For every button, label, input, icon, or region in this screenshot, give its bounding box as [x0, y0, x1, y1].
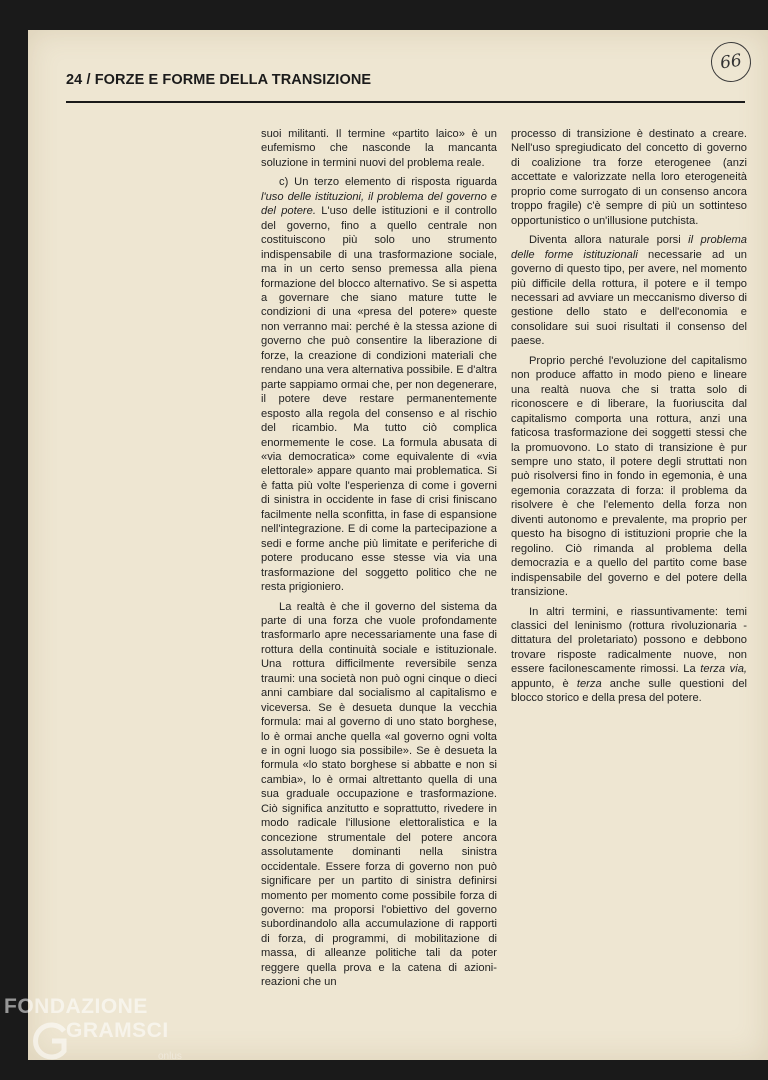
body-paragraph: Diventa allora naturale porsi il problema delle forme istituzionali necessarie ad un governo di questo tipo, per avere, nel momento più difficile della rottura, il potere e il tempo necessari ad avviare un meccanismo diverso di gestione dello stato e dell'economia e consolidare sui suoi risultati il consenso del paese.: [511, 234, 747, 348]
watermark-logo-icon: [30, 1021, 70, 1061]
running-header: [66, 72, 746, 94]
fondazione-gramsci-watermark: [4, 995, 194, 1075]
left-text-column: [261, 127, 497, 995]
watermark-line-2: GRAMSCI: [66, 1019, 169, 1042]
page-title: 24 / FORZE E FORME DELLA TRANSIZIONE: [66, 72, 372, 88]
handwritten-page-number: 66: [708, 39, 753, 84]
header-rule: [66, 101, 745, 103]
watermark-line-1: FONDAZIONE: [4, 995, 148, 1018]
right-text-column: [511, 127, 747, 711]
body-paragraph: Proprio perché l'evoluzione del capitalismo non produce affatto in modo pieno e lineare una realtà nuova che si tratta solo di riconoscere e di liberare, la fuoriuscita dal capitalismo comporta una rottura, anzi una faticosa trasformazione dei soggetti stessi che la promuovono. Lo stato di transizione è pur sempre uno stato, il potere degli struttati non può risolversi fino in fondo in egemonia, è una egemonia corazzata di forza: il problema da risolvere è che l'elemento della forza non diventi autonomo e prevalente, ma proprio per questo ha bisogno di istituzioni proprie che la regolino. Ciò rimanda al problema della democrazia e a quello del partito come base indispensabile del governo e del potere della transizione.: [511, 354, 747, 599]
body-paragraph: c) Un terzo elemento di risposta riguarda l'uso delle istituzioni, il problema del governo e del potere. L'uso delle istituzioni e il controllo del governo, fino a quello centrale non costituiscono più solo uno strumento indispensabile di una trasformazione sociale, ma in un certo senso premessa alla piena formazione del blocco alternativo. Se si aspetta a governare che siano mature tutte le condizioni di una «presa del potere» queste non verranno mai: perché è la stessa azione di governo che può consentire la liberazione di forze, la creazione di condizioni materiali che rendano una vera alternativa possibile. E d'altra parte sappiamo ormai che, per non degenerare, il potere deve restare permanentemente esposto alla regola del consenso e al rischio del ricambio. Ma tutto ciò complica enormemente le cose. La formula abusata di «via democratica» come equivalente di «via elettorale» appare quanto mai problematica. Si è fatta più volte l'esperienza di come i governi di sinistra in occidente in fase di crisi finiscano facilmente nella sconfitta, in fase di espansione nell'integrazione. E di come la partecipazione a sedi e forme anche più limitate e periferiche di potere producano esse stesse via via una trasformazione del soggetto politico che ne resta prigioniero.: [261, 176, 497, 594]
watermark-suffix: onlus: [158, 1051, 182, 1062]
body-paragraph: La realtà è che il governo del sistema da parte di una forza che vuole profondamente trasformarlo apre necessariamente una fase di rottura della continuità sociale e istituzionale. Una rottura difficilmente reversibile senza traumi: una società non può ogni cinque o dieci anni cambiare dal socialismo al capitalismo e viceversa. Se è desueta dunque la vecchia formula: mai al governo di uno stato borghese, lo è ormai anche quella «al governo ogni volta e in ogni luogo sia possibile». Se è desueta la formula «lo stato borghese si abbatte e non si cambia», lo è ormai altrettanto quella di una sua graduale occupazione e trasformazione. Ciò significa anzitutto e soprattutto, rivedere in modo radicale l'illusione elettoralistica e la concezione strumentale del potere ancora assolutamente dominanti nella sinistra occidentale. Essere forza di governo non può significare per un partito di sinistra definirsi momento per momento come possibile forza di governo: ma proporsi l'obiettivo del governo subordinandolo alla accumulazione di rapporti di forza, di programmi, di mobilitazione di massa, di alleanze politiche tali da poter reggere quella prova e la catena di azioni-reazioni che un: [261, 600, 497, 989]
body-paragraph: In altri termini, e riassuntivamente: temi classici del leninismo (rottura rivoluzionaria - dittatura del proletariato) possono e debbono trovare risposte radicalmente nuove, non essere facilonescamente rimossi. La terza via, appunto, è terza anche sulle questioni del blocco storico e della presa del potere.: [511, 605, 747, 705]
page-sheet: [28, 30, 768, 1060]
body-paragraph: processo di transizione è destinato a creare. Nell'uso spregiudicato del concetto di governo di coalizione tra forze eterogenee (anzi accettate e valorizzate nella loro eterogeneità proprio come surrogato di un consenso ancora troppo fragile) c'è sempre di più un sottinteso opportunistico o un'illusione putchista.: [511, 128, 747, 227]
body-paragraph: suoi militanti. Il termine «partito laico» è un eufemismo che nasconde la mancanta soluzione in termini nuovi del problema reale.: [261, 128, 497, 169]
